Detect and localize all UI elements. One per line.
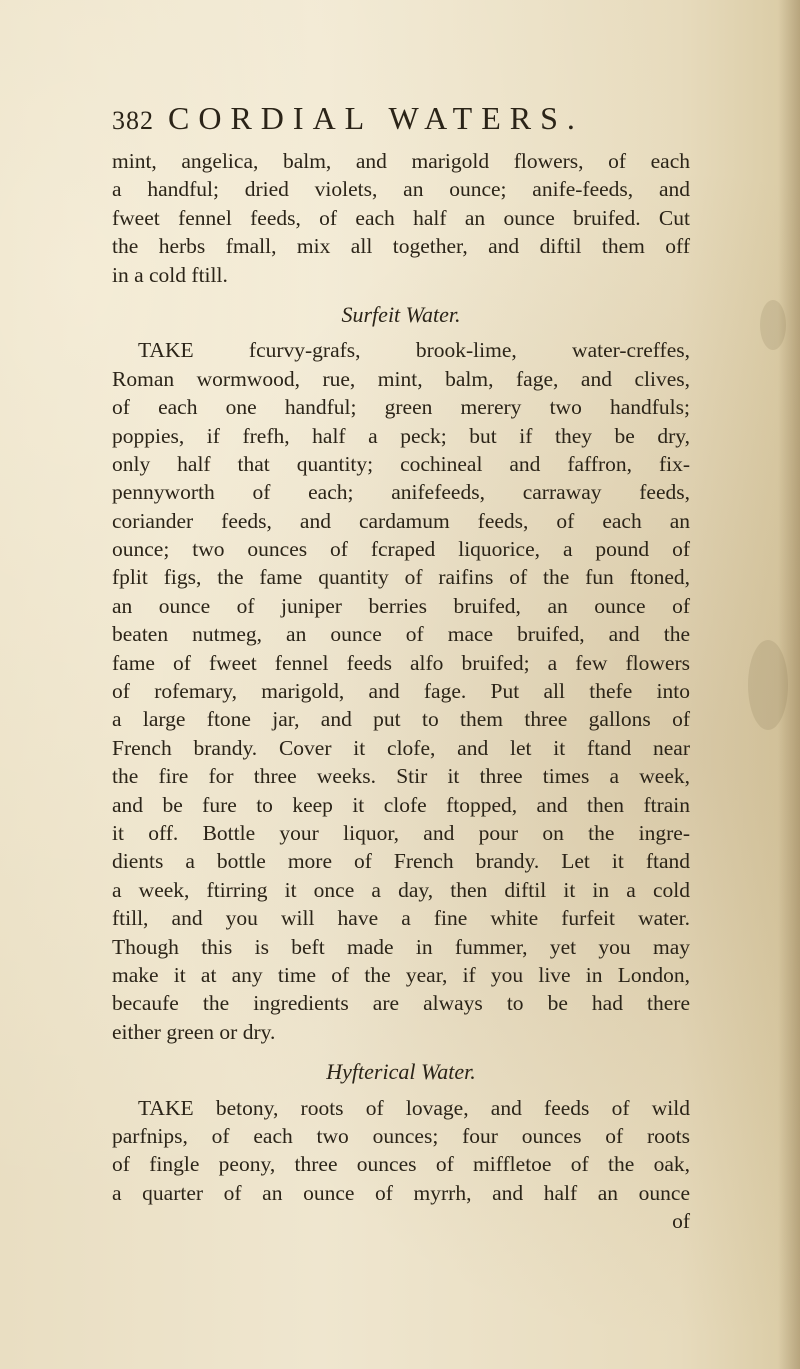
paper-stain xyxy=(748,640,788,730)
text-line: coriander feeds, and cardamum feeds, of each an xyxy=(112,508,690,533)
text-line: an ounce of juniper berries bruifed, an ounce of xyxy=(112,593,690,618)
text-line: of each one handful; green merery two handfuls; xyxy=(112,395,690,420)
text-line: a week, ftirring it once a day, then diftil it in a cold xyxy=(112,877,690,902)
text-line: either green or dry. xyxy=(112,1019,276,1044)
running-head: CORDIAL WATERS. xyxy=(168,100,584,136)
text-line: mint, angelica, balm, and marigold flowers, of each xyxy=(112,149,690,173)
section-heading-surfeit-water: Surfeit Water. xyxy=(341,301,461,327)
text-line: fweet fennel feeds, of each half an ounce bruifed. Cut xyxy=(112,205,690,230)
text-line: beaten nutmeg, an ounce of mace bruifed, and the xyxy=(112,622,690,647)
catchword: of xyxy=(672,1209,690,1234)
text-line: make it at any time of the year, if you live in London, xyxy=(112,962,690,987)
text-line: poppies, if frefh, half a peck; but if they be dry, xyxy=(112,423,690,448)
paper-stain xyxy=(760,300,786,350)
text-line: pennyworth of each; anifefeeds, carraway feeds, xyxy=(112,480,690,505)
text-line: Roman wormwood, rue, mint, balm, fage, and clives, xyxy=(112,366,690,391)
text-line: the herbs fmall, mix all together, and diftil them off xyxy=(112,234,690,259)
text-line: of fingle peony, three ounces of miffletoe of the oak, xyxy=(112,1152,690,1177)
text-line: it off. Bottle your liquor, and pour on the ingre- xyxy=(112,820,690,845)
text-line: French brandy. Cover it clofe, and let it ftand near xyxy=(112,735,690,760)
text-line: and be fure to keep it clofe ftopped, and then ftrain xyxy=(112,792,690,817)
body-text xyxy=(112,147,690,1235)
text-line: a quarter of an ounce of myrrh, and half an ounce xyxy=(112,1180,690,1205)
text-line: only half that quantity; cochineal and faffron, fix- xyxy=(112,451,690,476)
text-line: a handful; dried violets, an ounce; anife-feeds, and xyxy=(112,177,690,202)
text-line: TAKE fcurvy-grafs, brook-lime, water-creffes, xyxy=(138,338,690,363)
text-line: parfnips, of each two ounces; four ounces of roots xyxy=(112,1123,690,1148)
text-line: the fire for three weeks. Stir it three times a week, xyxy=(112,764,690,789)
text-line: becaufe the ingredients are always to be had there xyxy=(112,991,690,1016)
text-line: of rofemary, marigold, and fage. Put all thefe into xyxy=(112,679,690,704)
text-line: in a cold ftill. xyxy=(112,262,228,287)
section-heading-hysterical-water: Hyfterical Water. xyxy=(326,1059,476,1085)
text-line: dients a bottle more of French brandy. Let it ftand xyxy=(112,849,690,874)
text-line: fplit figs, the fame quantity of raifins of the fun ftoned, xyxy=(112,565,690,590)
text-line: TAKE betony, roots of lovage, and feeds of wild xyxy=(138,1095,690,1120)
page-number: 382 xyxy=(112,106,154,135)
page-header xyxy=(112,100,672,140)
text-line: Though this is beft made in fummer, yet you may xyxy=(112,934,690,959)
text-line: fame of fweet fennel feeds alfo bruifed; a few flowers xyxy=(112,650,690,675)
text-line: ftill, and you will have a fine white furfeit water. xyxy=(112,906,690,931)
text-line: a large ftone jar, and put to them three gallons of xyxy=(112,707,690,732)
text-line: ounce; two ounces of fcraped liquorice, a pound of xyxy=(112,537,690,562)
